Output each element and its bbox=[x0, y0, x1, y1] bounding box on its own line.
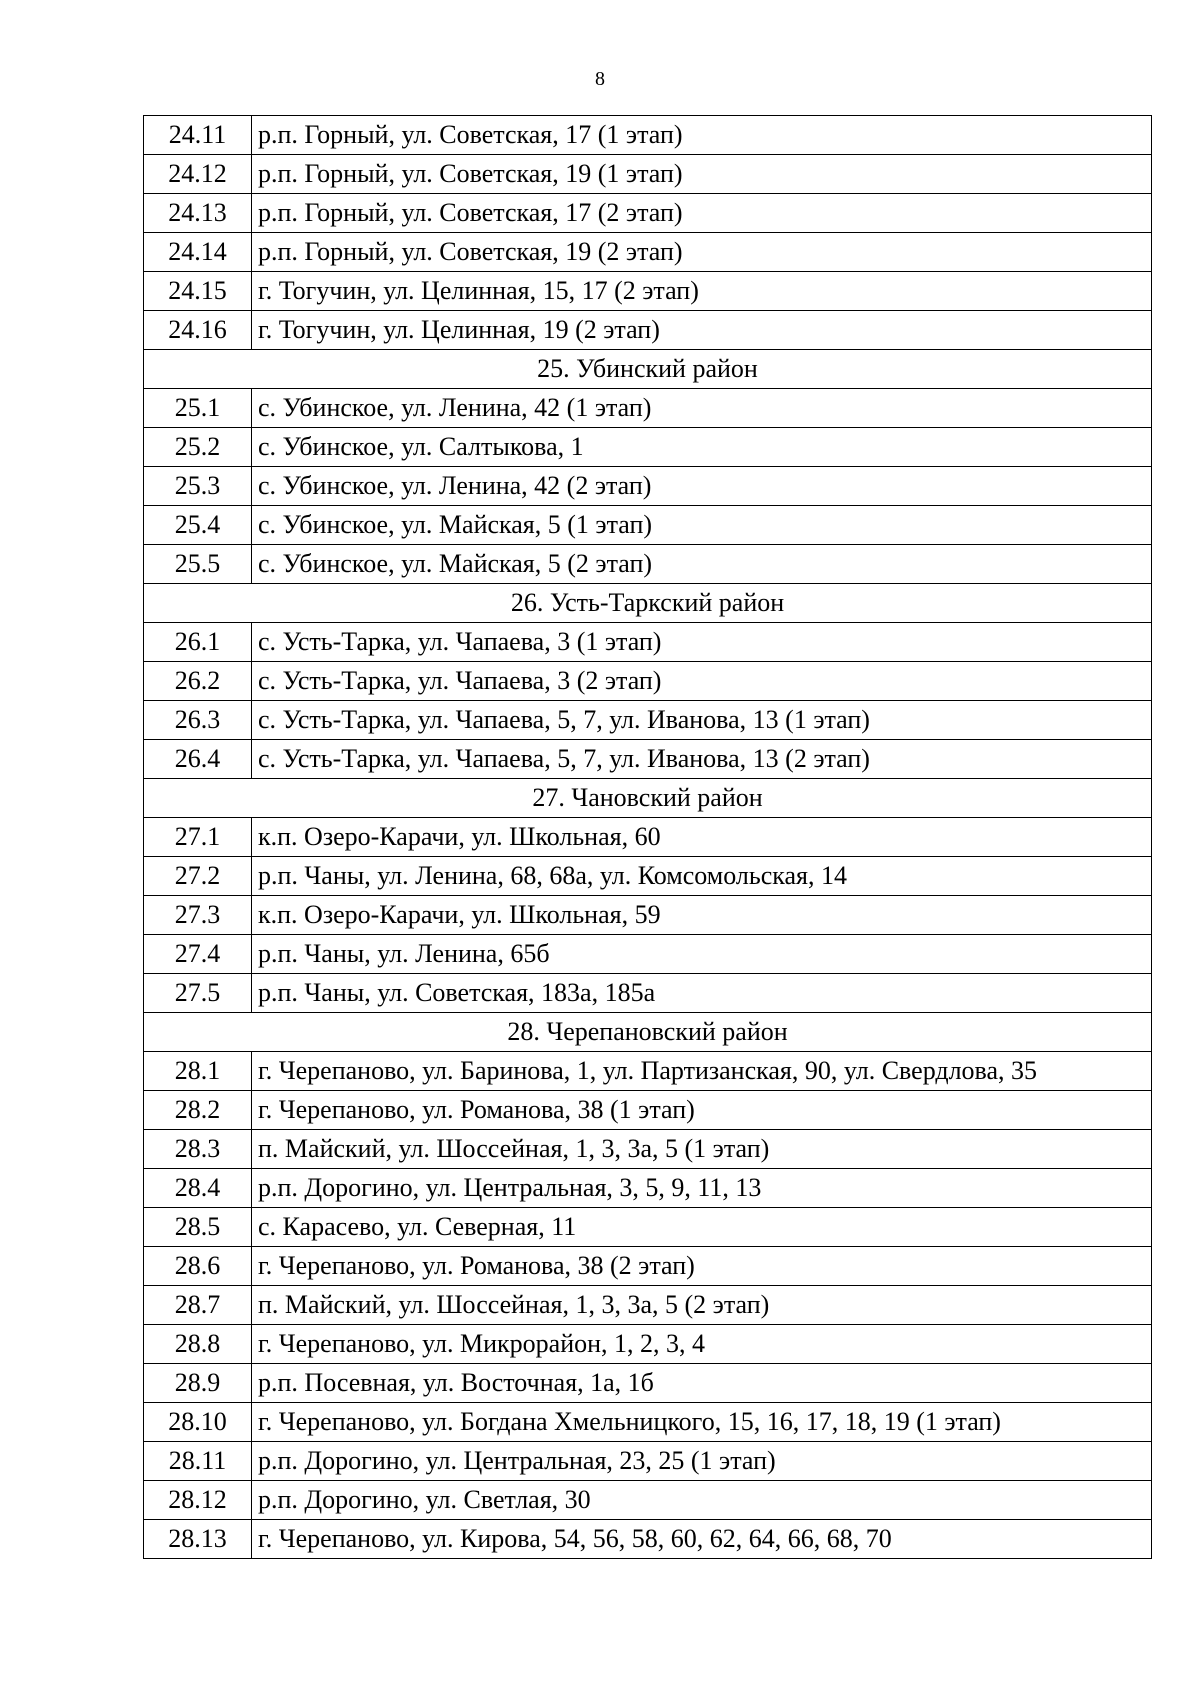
row-address: с. Усть-Тарка, ул. Чапаева, 5, 7, ул. Иванова, 13 (1 этап) bbox=[252, 701, 1152, 740]
row-number: 28.10 bbox=[144, 1403, 252, 1442]
row-number: 27.1 bbox=[144, 818, 252, 857]
address-table bbox=[143, 115, 1152, 1559]
row-number: 25.2 bbox=[144, 428, 252, 467]
row-address: с. Убинское, ул. Салтыкова, 1 bbox=[252, 428, 1152, 467]
row-address: с. Карасево, ул. Северная, 11 bbox=[252, 1208, 1152, 1247]
table-row bbox=[144, 1208, 1152, 1247]
row-number: 26.4 bbox=[144, 740, 252, 779]
row-number: 28.11 bbox=[144, 1442, 252, 1481]
row-number: 24.12 bbox=[144, 155, 252, 194]
table-row bbox=[144, 467, 1152, 506]
table-row bbox=[144, 116, 1152, 155]
table-row bbox=[144, 194, 1152, 233]
row-address: р.п. Чаны, ул. Ленина, 65б bbox=[252, 935, 1152, 974]
table-row bbox=[144, 1091, 1152, 1130]
row-address: р.п. Горный, ул. Советская, 19 (2 этап) bbox=[252, 233, 1152, 272]
row-address: г. Черепаново, ул. Романова, 38 (1 этап) bbox=[252, 1091, 1152, 1130]
table-row bbox=[144, 1052, 1152, 1091]
row-number: 25.1 bbox=[144, 389, 252, 428]
district-header-row bbox=[144, 350, 1152, 389]
row-number: 24.15 bbox=[144, 272, 252, 311]
row-number: 25.4 bbox=[144, 506, 252, 545]
row-address: п. Майский, ул. Шоссейная, 1, 3, 3а, 5 (1 этап) bbox=[252, 1130, 1152, 1169]
row-number: 28.8 bbox=[144, 1325, 252, 1364]
row-number: 24.13 bbox=[144, 194, 252, 233]
table-row bbox=[144, 1286, 1152, 1325]
row-address: с. Убинское, ул. Ленина, 42 (1 этап) bbox=[252, 389, 1152, 428]
row-address: р.п. Горный, ул. Советская, 17 (1 этап) bbox=[252, 116, 1152, 155]
table-row bbox=[144, 701, 1152, 740]
table-row bbox=[144, 428, 1152, 467]
row-address: р.п. Горный, ул. Советская, 17 (2 этап) bbox=[252, 194, 1152, 233]
row-address: к.п. Озеро-Карачи, ул. Школьная, 59 bbox=[252, 896, 1152, 935]
district-title: 27. Чановский район bbox=[144, 779, 1152, 818]
table-row bbox=[144, 1325, 1152, 1364]
district-header-row bbox=[144, 584, 1152, 623]
row-address: с. Усть-Тарка, ул. Чапаева, 5, 7, ул. Иванова, 13 (2 этап) bbox=[252, 740, 1152, 779]
address-table-body bbox=[144, 116, 1152, 1559]
table-row bbox=[144, 1247, 1152, 1286]
row-address: р.п. Горный, ул. Советская, 19 (1 этап) bbox=[252, 155, 1152, 194]
row-address: г. Тогучин, ул. Целинная, 19 (2 этап) bbox=[252, 311, 1152, 350]
row-address: р.п. Чаны, ул. Ленина, 68, 68а, ул. Комсомольская, 14 bbox=[252, 857, 1152, 896]
table-row bbox=[144, 818, 1152, 857]
row-address: с. Усть-Тарка, ул. Чапаева, 3 (2 этап) bbox=[252, 662, 1152, 701]
district-header-row bbox=[144, 779, 1152, 818]
row-number: 26.2 bbox=[144, 662, 252, 701]
table-row bbox=[144, 545, 1152, 584]
district-title: 26. Усть-Таркский район bbox=[144, 584, 1152, 623]
row-address: с. Усть-Тарка, ул. Чапаева, 3 (1 этап) bbox=[252, 623, 1152, 662]
table-row bbox=[144, 1364, 1152, 1403]
row-address: р.п. Дорогино, ул. Центральная, 3, 5, 9, 11, 13 bbox=[252, 1169, 1152, 1208]
row-number: 28.6 bbox=[144, 1247, 252, 1286]
table-row bbox=[144, 857, 1152, 896]
row-number: 28.13 bbox=[144, 1520, 252, 1559]
row-number: 28.5 bbox=[144, 1208, 252, 1247]
row-number: 26.3 bbox=[144, 701, 252, 740]
row-number: 24.16 bbox=[144, 311, 252, 350]
table-row bbox=[144, 272, 1152, 311]
row-number: 26.1 bbox=[144, 623, 252, 662]
page-number: 8 bbox=[595, 68, 605, 90]
row-address: с. Убинское, ул. Ленина, 42 (2 этап) bbox=[252, 467, 1152, 506]
district-title: 25. Убинский район bbox=[144, 350, 1152, 389]
row-number: 28.3 bbox=[144, 1130, 252, 1169]
table-row bbox=[144, 623, 1152, 662]
row-number: 28.7 bbox=[144, 1286, 252, 1325]
row-address: г. Тогучин, ул. Целинная, 15, 17 (2 этап) bbox=[252, 272, 1152, 311]
row-address: с. Убинское, ул. Майская, 5 (1 этап) bbox=[252, 506, 1152, 545]
row-number: 28.9 bbox=[144, 1364, 252, 1403]
table-row bbox=[144, 974, 1152, 1013]
table-row bbox=[144, 233, 1152, 272]
table-row bbox=[144, 896, 1152, 935]
table-row bbox=[144, 935, 1152, 974]
row-number: 24.14 bbox=[144, 233, 252, 272]
row-number: 27.5 bbox=[144, 974, 252, 1013]
table-row bbox=[144, 311, 1152, 350]
row-number: 25.3 bbox=[144, 467, 252, 506]
table-row bbox=[144, 1169, 1152, 1208]
row-number: 28.2 bbox=[144, 1091, 252, 1130]
row-address: р.п. Посевная, ул. Восточная, 1а, 1б bbox=[252, 1364, 1152, 1403]
table-row bbox=[144, 740, 1152, 779]
row-address: п. Майский, ул. Шоссейная, 1, 3, 3а, 5 (2 этап) bbox=[252, 1286, 1152, 1325]
table-row bbox=[144, 662, 1152, 701]
row-address: г. Черепаново, ул. Кирова, 54, 56, 58, 60, 62, 64, 66, 68, 70 bbox=[252, 1520, 1152, 1559]
table-row bbox=[144, 155, 1152, 194]
row-address: к.п. Озеро-Карачи, ул. Школьная, 60 bbox=[252, 818, 1152, 857]
row-address: г. Черепаново, ул. Баринова, 1, ул. Партизанская, 90, ул. Свердлова, 35 bbox=[252, 1052, 1152, 1091]
table-row bbox=[144, 1130, 1152, 1169]
table-row bbox=[144, 1520, 1152, 1559]
row-address: р.п. Дорогино, ул. Светлая, 30 bbox=[252, 1481, 1152, 1520]
district-header-row bbox=[144, 1013, 1152, 1052]
row-number: 27.4 bbox=[144, 935, 252, 974]
row-address: г. Черепаново, ул. Богдана Хмельницкого, 15, 16, 17, 18, 19 (1 этап) bbox=[252, 1403, 1152, 1442]
row-address: с. Убинское, ул. Майская, 5 (2 этап) bbox=[252, 545, 1152, 584]
table-row bbox=[144, 1481, 1152, 1520]
row-number: 27.3 bbox=[144, 896, 252, 935]
row-number: 25.5 bbox=[144, 545, 252, 584]
table-row bbox=[144, 1442, 1152, 1481]
row-number: 28.4 bbox=[144, 1169, 252, 1208]
row-address: г. Черепаново, ул. Микрорайон, 1, 2, 3, 4 bbox=[252, 1325, 1152, 1364]
row-address: р.п. Дорогино, ул. Центральная, 23, 25 (1 этап) bbox=[252, 1442, 1152, 1481]
row-number: 28.1 bbox=[144, 1052, 252, 1091]
row-number: 24.11 bbox=[144, 116, 252, 155]
row-address: р.п. Чаны, ул. Советская, 183а, 185а bbox=[252, 974, 1152, 1013]
table-row bbox=[144, 1403, 1152, 1442]
row-address: г. Черепаново, ул. Романова, 38 (2 этап) bbox=[252, 1247, 1152, 1286]
table-row bbox=[144, 389, 1152, 428]
row-number: 28.12 bbox=[144, 1481, 252, 1520]
row-number: 27.2 bbox=[144, 857, 252, 896]
district-title: 28. Черепановский район bbox=[144, 1013, 1152, 1052]
table-row bbox=[144, 506, 1152, 545]
